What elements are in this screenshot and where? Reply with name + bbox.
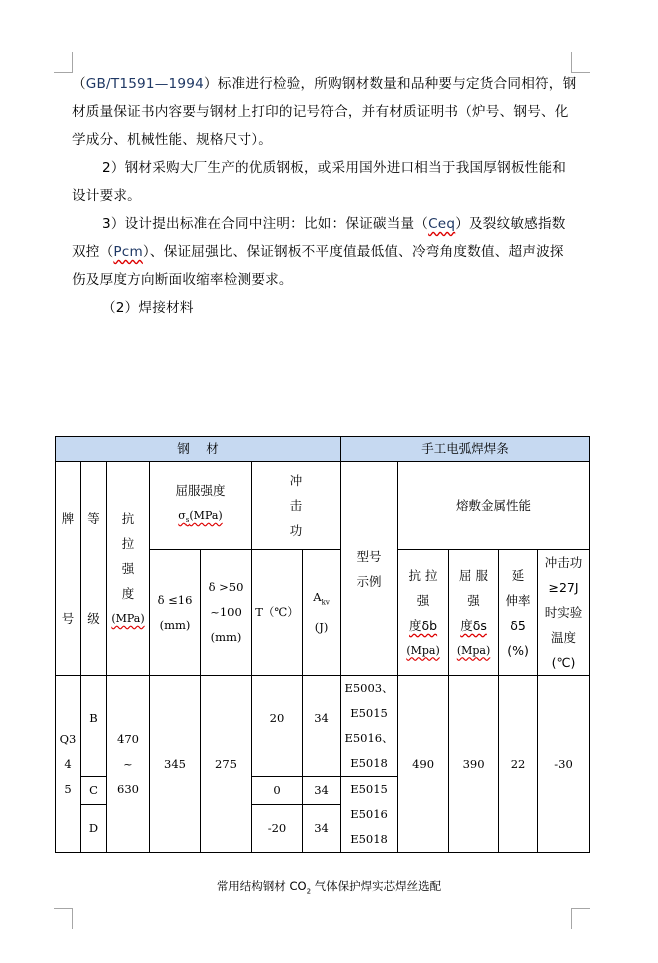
header-impact-energy — [252, 462, 341, 550]
cell-temp-c: 0 — [252, 777, 303, 805]
header-yield-thick — [201, 550, 252, 676]
page-corner-mark-bottom-left — [54, 908, 73, 929]
header-tensile-line: 抗 — [121, 511, 135, 526]
grade-line: 5 — [64, 781, 72, 796]
cell-dep-elongation: 22 — [499, 676, 538, 853]
cell-tensile — [107, 676, 150, 853]
paragraph-text: 3）设计提出标准在合同中注明：比如：保证碳当量（ — [102, 216, 429, 232]
header-dep-elongation — [499, 550, 538, 676]
akv-text: A — [313, 589, 322, 604]
header-dep-impact-line: 温度 — [551, 630, 577, 645]
header-dep-yield — [449, 550, 499, 676]
header-dep-tensile-unit: (Mpa) — [406, 643, 440, 657]
header-yield-title: 屈服强度 — [175, 482, 226, 498]
page-corner-mark-bottom-right — [571, 908, 590, 929]
header-tensile-line: 度 — [121, 586, 135, 601]
header-impact-line: 功 — [289, 523, 303, 538]
header-dep-yield-unit: (Mpa) — [456, 643, 491, 657]
header-tensile-line: 拉 — [121, 536, 135, 551]
cell-temp-d: -20 — [252, 805, 303, 853]
header-dep-elong-line: 伸率 — [505, 592, 531, 608]
header-impact-line: 冲 — [289, 473, 303, 488]
table-caption — [0, 878, 658, 895]
header-dep-impact-line: 时实验 — [544, 605, 583, 620]
model-line: E5016 — [350, 807, 388, 821]
table-row — [56, 676, 590, 777]
header-dep-elong-line: δ5 — [510, 617, 526, 633]
group-header-electrode: 手工电弧焊焊条 — [341, 437, 590, 462]
header-dep-impact-line: 冲击功 — [544, 555, 583, 570]
header-dep-yield-line: 度δs — [460, 617, 487, 633]
akv-sub: kv — [321, 598, 330, 607]
header-dep-tensile — [398, 550, 449, 676]
header-model-line: 型号 — [356, 548, 382, 564]
header-tensile-strength — [107, 462, 150, 676]
cell-dep-tensile: 490 — [398, 676, 449, 853]
header-dep-tensile-line: 抗 拉 — [408, 567, 438, 583]
steel-electrode-table — [55, 436, 590, 853]
header-impact-akv — [303, 550, 341, 676]
header-yield-strength — [150, 462, 252, 550]
cell-grade — [56, 676, 81, 853]
table-group-header-row — [56, 437, 590, 462]
cell-dep-yield: 390 — [449, 676, 499, 853]
header-dep-yield-line: 屈 服 — [459, 567, 489, 583]
caption-text: 气体保护焊实芯焊丝选配 — [311, 879, 442, 893]
caption-subscript: 2 — [306, 887, 312, 896]
header-deposited-metal: 熔敷金属性能 — [398, 462, 590, 550]
header-impact-line: 击 — [289, 498, 303, 513]
tensile-line: ~ — [123, 756, 133, 771]
cell-akv-b: 34 — [303, 676, 341, 777]
model-line: E5016、 — [344, 731, 394, 745]
term-ceq: Ceq — [428, 216, 456, 232]
header-yield-thick-line: δ >50 — [208, 580, 244, 594]
header-dep-elong-line: 延 — [511, 567, 525, 583]
paragraph-text: ）、保证屈强比、保证钢板不平度值最低值、冷弯角度数值、超声波探伤及厚度方向断面收缩率检测要求。 — [72, 244, 564, 288]
paragraph-text: ）及裂纹敏感指数双控（ — [72, 216, 566, 260]
model-line: E5018 — [350, 832, 388, 846]
header-model-example — [341, 462, 398, 676]
cell-dep-impact-temp: -30 — [538, 676, 590, 853]
header-dep-tensile-line: 度δb — [409, 617, 438, 633]
caption-text: 常用结构钢材 CO — [216, 879, 307, 893]
model-line: E5003、 — [344, 681, 394, 695]
model-line: E5018 — [350, 756, 388, 770]
cell-models-cd — [341, 777, 398, 853]
cell-yield-thin: 345 — [150, 676, 201, 853]
akv-unit: (J) — [314, 620, 329, 635]
paragraph-text: ）标准进行检验，所购钢材数量和品种要与定货合同相符，钢材质量保证书内容要与钢材上打印的记号符合，并有材质证明书（炉号、钢号、化学成分、机械性能、规格尺寸）。 — [72, 76, 577, 148]
cell-models-b — [341, 676, 398, 777]
model-line: E5015 — [350, 782, 388, 796]
grade-line: 4 — [64, 756, 72, 771]
paragraph-standard-inspection — [72, 70, 577, 154]
header-tensile-unit: (MPa) — [111, 612, 145, 625]
header-yield-thick-line: ~100 — [210, 605, 242, 619]
sigma-sub: s — [185, 516, 190, 525]
header-tensile-line: 强 — [121, 561, 135, 576]
header-class-line: 等 — [87, 511, 100, 526]
akv-symbol — [303, 585, 340, 615]
header-dep-tensile-line: 强 — [416, 592, 430, 608]
header-dep-impact-line: (℃) — [551, 655, 576, 670]
cell-akv-d: 34 — [303, 805, 341, 853]
cell-akv-c: 34 — [303, 777, 341, 805]
group-header-steel: 钢 材 — [56, 437, 341, 462]
standard-code: GB/T1591—1994 — [85, 76, 204, 92]
header-grade — [56, 462, 81, 676]
header-dep-elong-line: (%) — [507, 642, 529, 658]
page-corner-mark-top-left — [54, 52, 73, 73]
paren-open: （ — [72, 76, 86, 92]
header-impact-temperature: T（℃） — [252, 550, 303, 676]
header-model-line: 示例 — [356, 573, 382, 589]
table-header-row-1 — [56, 462, 590, 550]
header-dep-yield-line: 强 — [467, 592, 480, 608]
sigma-text: σ — [178, 508, 186, 522]
grade-line: Q3 — [59, 731, 77, 746]
header-grade-line: 号 — [61, 611, 75, 626]
cell-yield-thick: 275 — [201, 676, 252, 853]
header-yield-thin-line: δ ≤16 — [157, 592, 193, 607]
header-yield-unit — [150, 503, 251, 533]
header-yield-thin — [150, 550, 201, 676]
header-yield-thick-line: (mm) — [210, 630, 242, 644]
model-line: E5015 — [350, 706, 388, 720]
paragraph-procurement: 2）钢材采购大厂生产的优质钢板，或采用国外进口相当于我国厚钢板性能和设计要求。 — [72, 160, 567, 204]
sigma-symbol — [178, 508, 190, 525]
tensile-line: 470 — [117, 731, 139, 746]
header-dep-impact-line: ≥27J — [548, 580, 579, 595]
tensile-line: 630 — [117, 781, 139, 796]
term-pcm: Pcm — [113, 244, 143, 260]
cell-class-c: C — [81, 777, 107, 805]
header-class-line: 级 — [87, 611, 100, 626]
cell-class-b: B — [81, 676, 107, 777]
yield-unit-text: (MPa) — [189, 508, 223, 522]
header-dep-impact-temp — [538, 550, 590, 676]
cell-class-d: D — [81, 805, 107, 853]
header-grade-line: 牌 — [61, 511, 75, 526]
cell-temp-b: 20 — [252, 676, 303, 777]
section-heading-welding-materials: （2）焊接材料 — [102, 300, 194, 316]
header-class — [81, 462, 107, 676]
header-yield-thin-line: (mm) — [159, 617, 191, 632]
paragraph-design-requirements — [72, 210, 577, 294]
